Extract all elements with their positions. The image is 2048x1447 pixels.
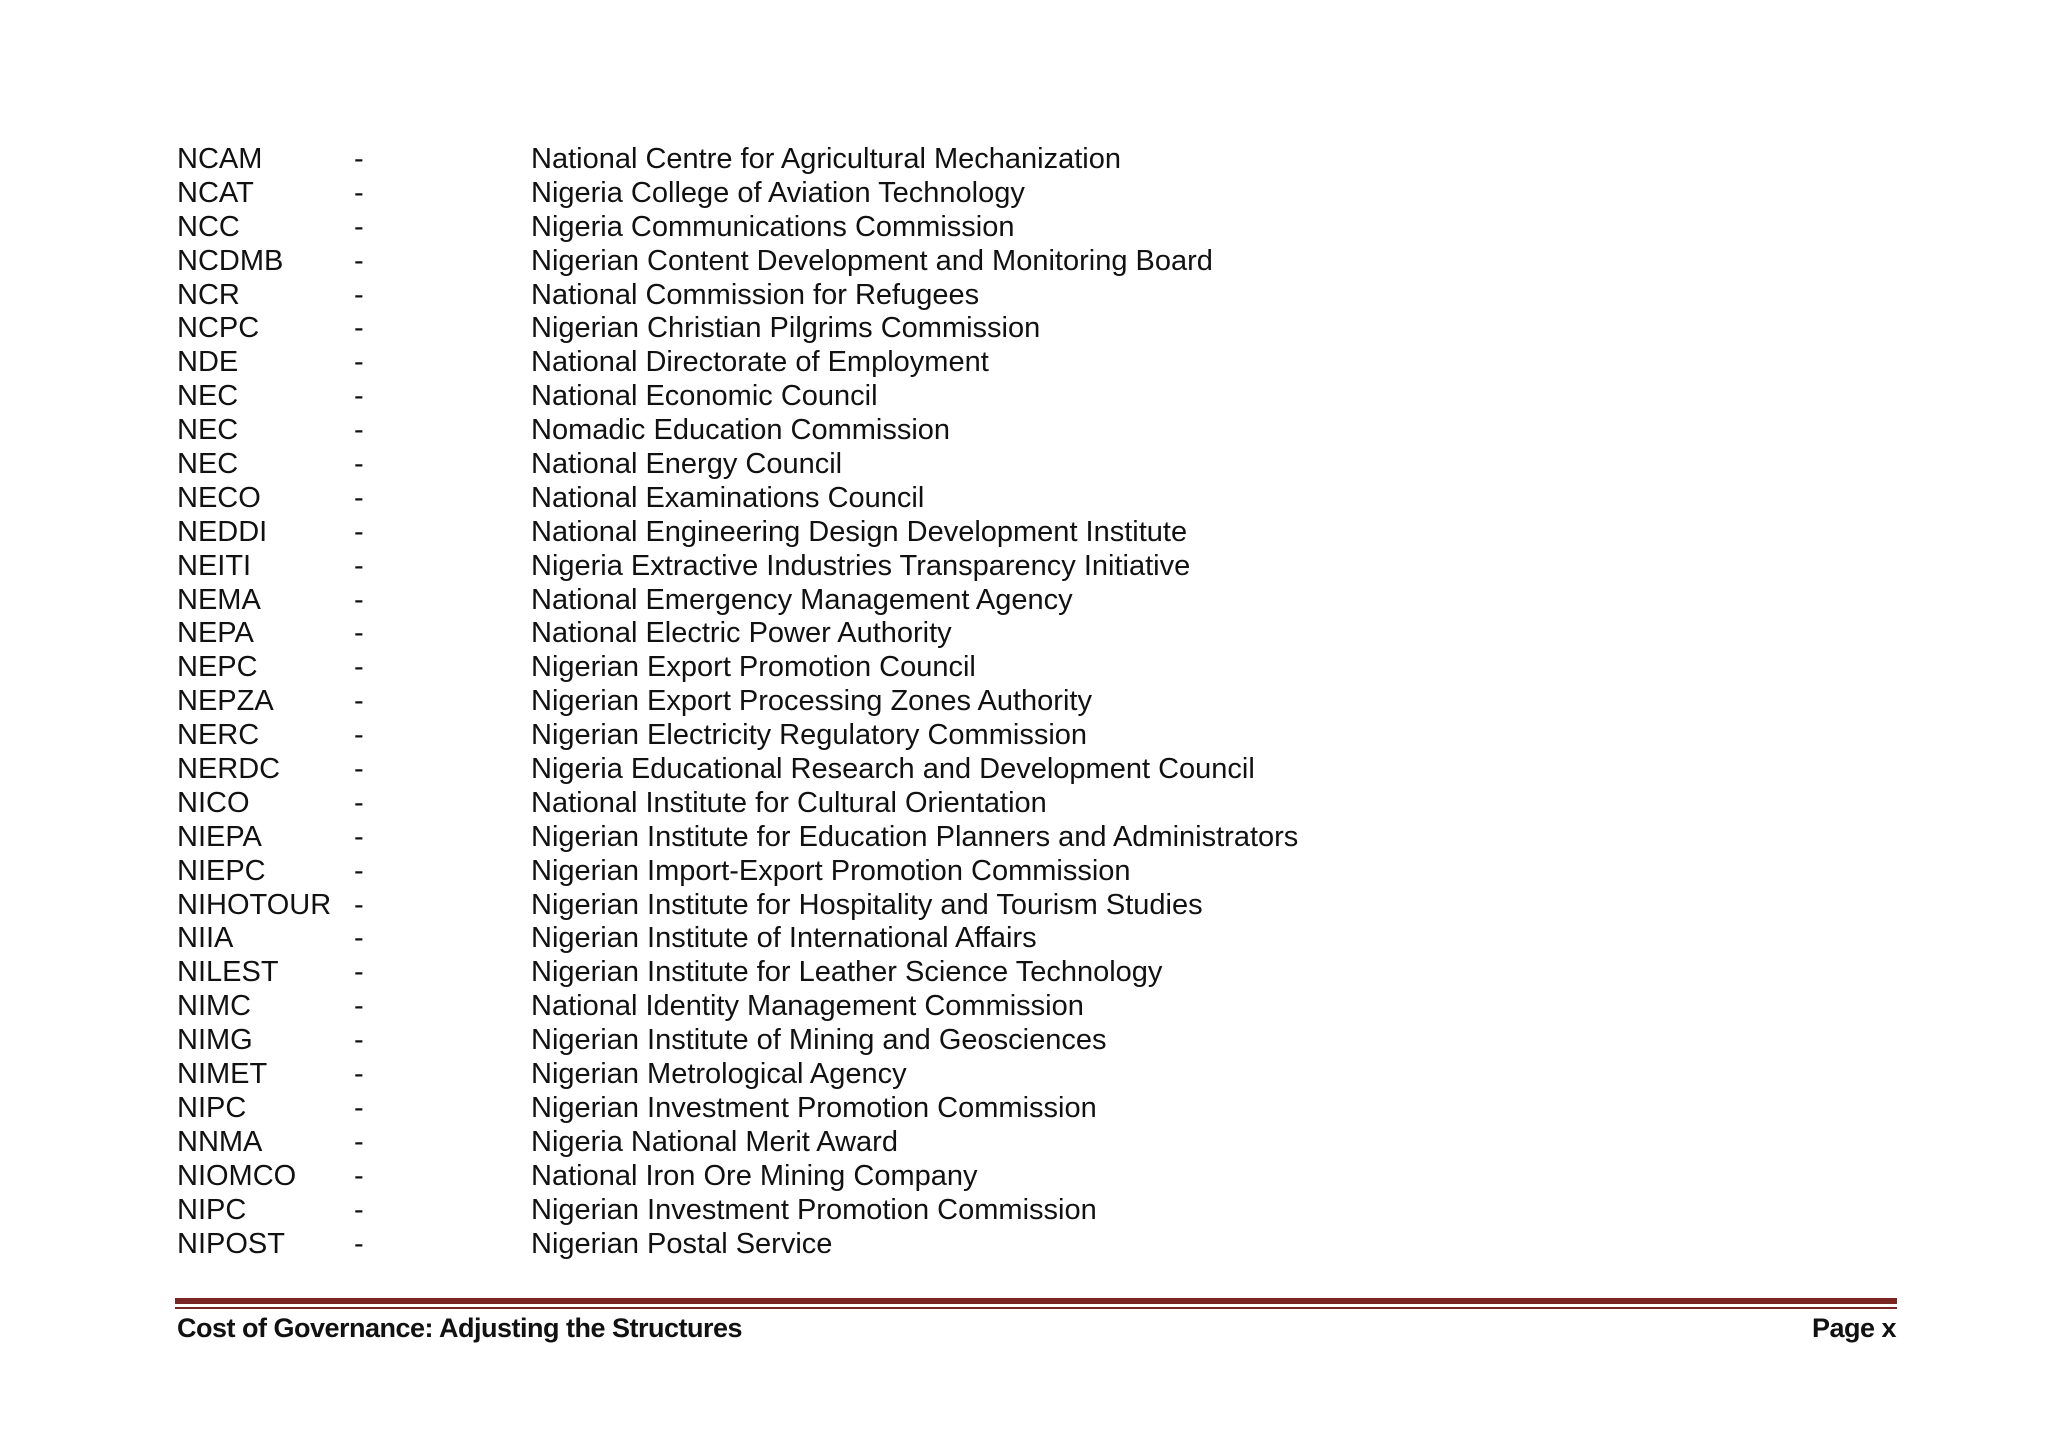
abbreviation-separator: - [354, 1091, 364, 1124]
abbreviation-separator: - [354, 1227, 364, 1260]
abbreviation-code: NEC [177, 448, 239, 481]
abbreviation-row [177, 584, 1377, 618]
abbreviation-row [177, 719, 1377, 753]
abbreviation-separator: - [354, 143, 364, 175]
abbreviation-meaning: Nigeria College of Aviation Technology [531, 176, 1025, 209]
abbreviation-meaning: National Institute for Cultural Orientation [531, 786, 1047, 819]
abbreviation-code: NIPC [177, 1091, 247, 1124]
abbreviation-separator: - [354, 922, 364, 955]
abbreviation-code: NERDC [177, 753, 281, 786]
abbreviation-row [177, 312, 1377, 346]
abbreviation-row [177, 550, 1377, 584]
abbreviation-separator: - [354, 753, 364, 786]
abbreviation-separator: - [354, 414, 364, 447]
abbreviation-meaning: Nigerian Institute of International Affairs [531, 922, 1037, 955]
abbreviation-separator: - [354, 515, 364, 548]
abbreviation-code: NCAT [177, 176, 254, 209]
abbreviation-code: NEPA [177, 617, 254, 650]
abbreviation-meaning: Nomadic Education Commission [531, 414, 951, 447]
abbreviation-row [177, 482, 1377, 516]
abbreviation-separator: - [354, 651, 364, 684]
abbreviation-code: NIOMCO [177, 1159, 297, 1192]
abbreviation-list [177, 143, 1377, 1261]
abbreviation-row [177, 1126, 1377, 1160]
abbreviation-separator: - [354, 481, 364, 514]
abbreviation-row [177, 753, 1377, 787]
abbreviation-meaning: National Directorate of Employment [531, 346, 989, 379]
abbreviation-meaning: Nigerian Institute for Education Planners and Administrators [531, 820, 1299, 853]
abbreviation-separator: - [354, 1159, 364, 1192]
abbreviation-separator: - [354, 549, 364, 582]
abbreviation-separator: - [354, 786, 364, 819]
abbreviation-row [177, 245, 1377, 279]
abbreviation-meaning: Nigerian Institute for Leather Science Technology [531, 956, 1163, 989]
abbreviation-code: NCPC [177, 312, 260, 345]
abbreviation-separator: - [354, 820, 364, 853]
abbreviation-code: NEC [177, 414, 239, 447]
abbreviation-row [177, 380, 1377, 414]
abbreviation-separator: - [354, 448, 364, 481]
abbreviation-row [177, 990, 1377, 1024]
abbreviation-row [177, 855, 1377, 889]
abbreviation-row [177, 889, 1377, 923]
abbreviation-separator: - [354, 956, 364, 989]
abbreviation-meaning: Nigerian Export Promotion Council [531, 651, 976, 684]
abbreviation-meaning: National Examinations Council [531, 481, 925, 514]
abbreviation-code: NIIA [177, 922, 234, 955]
abbreviation-meaning: Nigerian Metrological Agency [531, 1058, 907, 1091]
abbreviation-row [177, 1194, 1377, 1228]
abbreviation-separator: - [354, 176, 364, 209]
abbreviation-separator: - [354, 888, 364, 921]
abbreviation-meaning: Nigerian Investment Promotion Commission [531, 1193, 1097, 1226]
abbreviation-meaning: Nigeria Extractive Industries Transparency Initiative [531, 549, 1191, 582]
abbreviation-separator: - [354, 854, 364, 887]
abbreviation-row [177, 1160, 1377, 1194]
footer-rule-thick [175, 1298, 1897, 1304]
abbreviation-separator: - [354, 990, 364, 1023]
abbreviation-code: NIEPC [177, 854, 266, 887]
abbreviation-row [177, 1058, 1377, 1092]
abbreviation-row [177, 346, 1377, 380]
abbreviation-row [177, 211, 1377, 245]
abbreviation-code: NCR [177, 278, 240, 311]
abbreviation-meaning: Nigerian Institute of Mining and Geosciences [531, 1024, 1107, 1057]
abbreviation-meaning: Nigeria Communications Commission [531, 210, 1015, 243]
abbreviation-meaning: National Engineering Design Development Institute [531, 515, 1188, 548]
abbreviation-code: NIEPA [177, 820, 262, 853]
abbreviation-meaning: Nigerian Institute for Hospitality and Tourism Studies [531, 888, 1203, 921]
abbreviation-code: NNMA [177, 1125, 263, 1158]
abbreviation-meaning: National Iron Ore Mining Company [531, 1159, 978, 1192]
abbreviation-separator: - [354, 1024, 364, 1057]
abbreviation-meaning: Nigerian Export Processing Zones Authority [531, 685, 1092, 718]
abbreviation-separator: - [354, 210, 364, 243]
abbreviation-row [177, 448, 1377, 482]
abbreviation-row [177, 1228, 1377, 1262]
abbreviation-separator: - [354, 380, 364, 413]
abbreviation-meaning: Nigeria National Merit Award [531, 1125, 898, 1158]
abbreviation-separator: - [354, 685, 364, 718]
abbreviation-meaning: Nigerian Import-Export Promotion Commission [531, 854, 1131, 887]
abbreviation-row [177, 617, 1377, 651]
abbreviation-separator: - [354, 719, 364, 752]
abbreviation-meaning: Nigerian Postal Service [531, 1227, 833, 1260]
abbreviation-code: NEPZA [177, 685, 274, 718]
abbreviation-separator: - [354, 1058, 364, 1091]
abbreviation-code: NIPC [177, 1193, 247, 1226]
abbreviation-meaning: Nigerian Content Development and Monitoring Board [531, 244, 1213, 277]
abbreviation-row [177, 1024, 1377, 1058]
abbreviation-row [177, 279, 1377, 313]
abbreviation-code: NILEST [177, 956, 279, 989]
abbreviation-meaning: National Electric Power Authority [531, 617, 952, 650]
abbreviation-code: NDE [177, 346, 239, 379]
abbreviation-code: NEC [177, 380, 239, 413]
abbreviation-row [177, 143, 1377, 177]
abbreviation-row [177, 787, 1377, 821]
abbreviation-row [177, 685, 1377, 719]
abbreviation-meaning: Nigerian Investment Promotion Commission [531, 1091, 1097, 1124]
abbreviation-code: NICO [177, 786, 250, 819]
footer-page-number: Page x [1811, 1313, 1896, 1343]
abbreviation-row [177, 516, 1377, 550]
abbreviation-code: NIMG [177, 1024, 253, 1057]
footer-rule-thin [175, 1307, 1897, 1309]
abbreviation-meaning: Nigeria Educational Research and Development Council [531, 753, 1255, 786]
abbreviation-separator: - [354, 346, 364, 379]
abbreviation-code: NCDMB [177, 244, 284, 277]
abbreviation-code: NIMC [177, 990, 252, 1023]
abbreviation-meaning: Nigerian Christian Pilgrims Commission [531, 312, 1041, 345]
abbreviation-separator: - [354, 1193, 364, 1226]
abbreviation-meaning: National Centre for Agricultural Mechanization [531, 143, 1121, 175]
abbreviation-separator: - [354, 312, 364, 345]
abbreviation-meaning: National Commission for Refugees [531, 278, 980, 311]
footer-document-title: Cost of Governance: Adjusting the Structures [177, 1313, 743, 1343]
abbreviation-separator: - [354, 583, 364, 616]
abbreviation-meaning: National Economic Council [531, 380, 878, 413]
abbreviation-code: NCC [177, 210, 240, 243]
abbreviation-row [177, 922, 1377, 956]
abbreviation-separator: - [354, 1125, 364, 1158]
abbreviation-code: NEITI [177, 549, 252, 582]
abbreviation-meaning: National Identity Management Commission [531, 990, 1084, 1023]
abbreviation-code: NCAM [177, 143, 263, 175]
abbreviation-row [177, 956, 1377, 990]
abbreviation-row [177, 414, 1377, 448]
abbreviation-row [177, 651, 1377, 685]
abbreviation-code: NERC [177, 719, 260, 752]
abbreviation-code: NECO [177, 481, 261, 514]
abbreviation-row [177, 821, 1377, 855]
abbreviation-row [177, 1092, 1377, 1126]
abbreviation-code: NEPC [177, 651, 258, 684]
abbreviation-code: NIPOST [177, 1227, 285, 1260]
abbreviation-meaning: National Emergency Management Agency [531, 583, 1073, 616]
abbreviation-code: NEDDI [177, 515, 268, 548]
abbreviation-meaning: Nigerian Electricity Regulatory Commission [531, 719, 1088, 752]
abbreviation-separator: - [354, 244, 364, 277]
abbreviation-row [177, 177, 1377, 211]
abbreviation-code: NEMA [177, 583, 261, 616]
abbreviation-code: NIHOTOUR [177, 888, 332, 921]
abbreviation-code: NIMET [177, 1058, 268, 1091]
abbreviation-meaning: National Energy Council [531, 448, 843, 481]
abbreviation-separator: - [354, 617, 364, 650]
abbreviation-separator: - [354, 278, 364, 311]
